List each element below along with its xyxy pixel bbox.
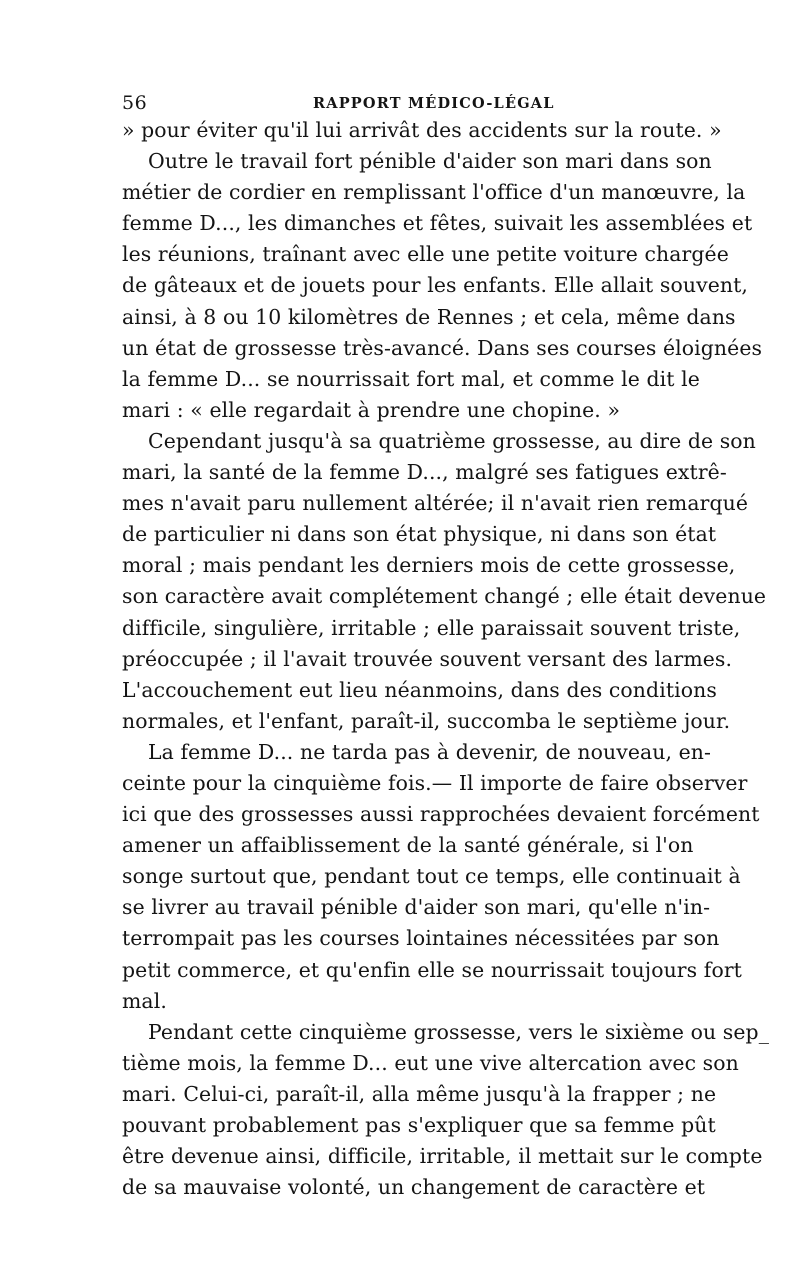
running-head: RAPPORT MÉDICO-LÉGAL bbox=[313, 95, 555, 112]
text-line: Cependant jusqu'à sa quatrième grossesse, au dire de son bbox=[148, 428, 756, 453]
page-number: 56 bbox=[122, 92, 148, 114]
text-line: songe surtout que, pendant tout ce temps, elle continuait à bbox=[122, 864, 741, 889]
text-line: difficile, singulière, irritable ; elle paraissait souvent triste, bbox=[122, 615, 741, 640]
text-line: de sa mauvaise volonté, un changement de caractère et bbox=[122, 1175, 706, 1200]
text-line: normales, et l'enfant, paraît-il, succomba le septième jour. bbox=[122, 708, 731, 733]
text-line: ici que des grossesses aussi rapprochées devaient forcément bbox=[122, 802, 760, 827]
page-header bbox=[122, 92, 682, 114]
text-line: tième mois, la femme D... eut une vive altercation avec son bbox=[122, 1050, 739, 1075]
text-line: ceinte pour la cinquième fois.— Il importe de faire observer bbox=[122, 770, 748, 795]
text-line: amener un affaiblissement de la santé générale, si l'on bbox=[122, 833, 694, 858]
text-line: pouvant probablement pas s'expliquer que sa femme pût bbox=[122, 1113, 716, 1137]
text-line: L'accouchement eut lieu néanmoins, dans des conditions bbox=[122, 677, 717, 702]
text-line: moral ; mais pendant les derniers mois de cette grossesse, bbox=[122, 553, 736, 578]
text-line: mari : « elle regardait à prendre une chopine. » bbox=[122, 397, 621, 422]
text-line: se livrer au travail pénible d'aider son mari, qu'elle n'in- bbox=[122, 895, 711, 920]
text-line: un état de grossesse très-avancé. Dans ses courses éloignées bbox=[122, 335, 763, 360]
text-body bbox=[122, 115, 769, 1203]
text-line: son caractère avait complétement changé ; elle était devenue bbox=[122, 584, 767, 609]
text-line: mari. Celui-ci, paraît-il, alla même jusqu'à la frapper ; ne bbox=[122, 1081, 717, 1106]
text-line: Pendant cette cinquième grossesse, vers le sixième ou sep_ bbox=[148, 1019, 769, 1044]
text-line: de particulier ni dans son état physique, ni dans son état bbox=[122, 522, 717, 547]
text-line: La femme D... ne tarda pas à devenir, de nouveau, en- bbox=[148, 739, 712, 764]
text-line: être devenue ainsi, difficile, irritable, il mettait sur le compte bbox=[122, 1144, 763, 1169]
text-line: les réunions, traînant avec elle une petite voiture chargée bbox=[122, 242, 729, 267]
text-line: femme D..., les dimanches et fêtes, suivait les assemblées et bbox=[122, 211, 753, 236]
text-line: terrompait pas les courses lointaines nécessitées par son bbox=[122, 926, 720, 951]
text-line: la femme D... se nourrissait fort mal, et comme le dit le bbox=[122, 366, 700, 391]
text-line: petit commerce, et qu'enfin elle se nourrissait toujours fort bbox=[122, 957, 742, 982]
text-line: préoccupée ; il l'avait trouvée souvent versant des larmes. bbox=[122, 646, 733, 671]
text-line: Outre le travail fort pénible d'aider son mari dans son bbox=[148, 149, 712, 174]
text-line: métier de cordier en remplissant l'office d'un manœuvre, la bbox=[122, 180, 746, 205]
text-line: mes n'avait paru nullement altérée; il n'avait rien remarqué bbox=[122, 491, 748, 516]
text-line: » pour éviter qu'il lui arrivât des accidents sur la route. » bbox=[122, 118, 722, 142]
text-line: ainsi, à 8 ou 10 kilomètres de Rennes ; et cela, même dans bbox=[122, 304, 736, 329]
text-line: mari, la santé de la femme D..., malgré ses fatigues extrê- bbox=[122, 460, 727, 485]
text-line: mal. bbox=[122, 988, 167, 1013]
text-line: de gâteaux et de jouets pour les enfants. Elle allait souvent, bbox=[122, 273, 749, 298]
